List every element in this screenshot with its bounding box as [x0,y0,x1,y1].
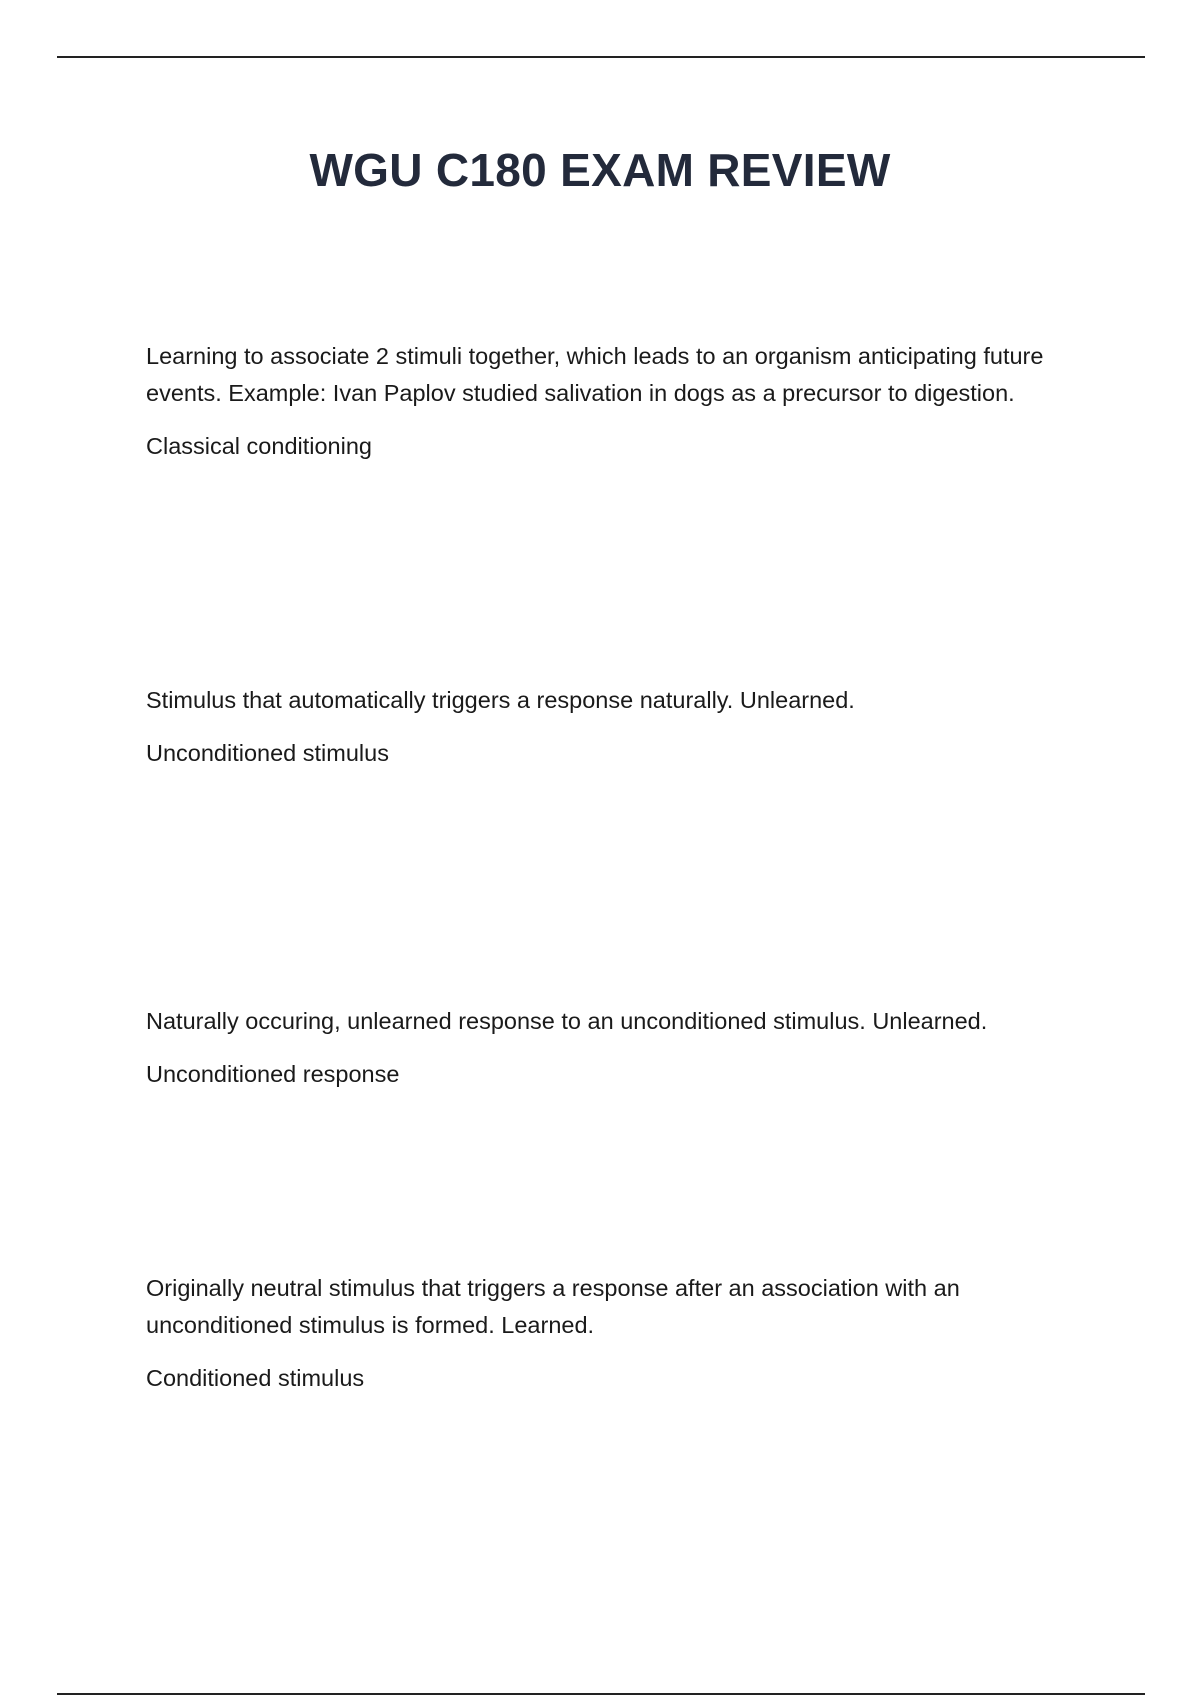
question-text: Stimulus that automatically triggers a response naturally. Unlearned. [146,687,855,713]
page-title: WGU C180 EXAM REVIEW [309,144,891,196]
footer-divider [57,1693,1145,1695]
flashcard [146,338,1101,465]
answer-text: Unconditioned response [146,1061,400,1087]
answer-text: Classical conditioning [146,433,372,459]
flashcard [146,1270,1101,1397]
flashcard [146,1003,1101,1093]
flashcard [146,682,1101,772]
question-text: Originally neutral stimulus that triggers a response after an association with an unconditioned stimulus is formed. Learned. [146,1275,960,1338]
question-text: Naturally occuring, unlearned response to an unconditioned stimulus. Unlearned. [146,1008,988,1034]
answer-text: Conditioned stimulus [146,1365,365,1391]
question-text: Learning to associate 2 stimuli together, which leads to an organism anticipating future events. Example: Ivan Paplov studied salivation in dogs as a precursor to digestion. [146,343,1044,406]
answer-text: Unconditioned stimulus [146,740,389,766]
header-divider [57,56,1145,58]
